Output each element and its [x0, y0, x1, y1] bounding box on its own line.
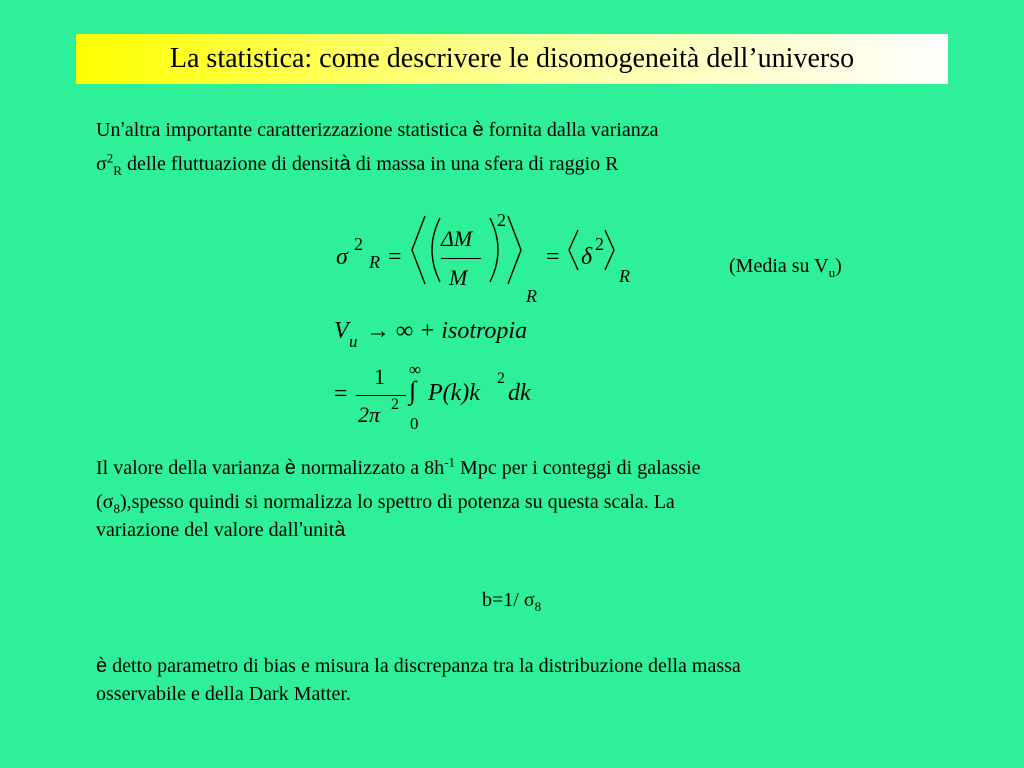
- paragraph2-line-2: [96, 488, 675, 516]
- eq-k-exponent: 2: [497, 370, 505, 387]
- apostrophe: ’: [120, 119, 125, 141]
- paragraph2-text: variazione del valore dall: [96, 519, 299, 541]
- left-angle-bracket: [412, 216, 425, 284]
- bias-formula-text: b=1/ σ: [482, 589, 535, 611]
- media-note-close: ): [835, 255, 842, 277]
- paragraph2-text: ),spesso quindi si normalizza lo spettro di potenza su questa scala. La: [119, 491, 675, 513]
- eq-equals-3: =: [334, 381, 348, 407]
- paragraph2-text: unit: [303, 519, 335, 541]
- subscript: 8: [534, 599, 542, 614]
- delta-M-text: ΔM: [441, 226, 473, 251]
- eq-one: 1: [374, 364, 385, 389]
- eq-sigma-subscript: R: [369, 252, 380, 272]
- eq-delta-subscript: R: [619, 266, 630, 286]
- eq-delta-M: [441, 226, 472, 252]
- eq-dk: dk: [508, 380, 531, 406]
- intro-text: delle fluttuazione di densit: [121, 153, 340, 175]
- eq-delta: δ: [581, 244, 593, 270]
- right-angle-bracket-2: [605, 230, 614, 270]
- paragraph3-line-2: [96, 680, 351, 708]
- accented-e: è: [96, 655, 108, 677]
- intro-text: di massa in una sfera di raggio R: [350, 153, 619, 175]
- eq-sigma-exponent: 2: [354, 234, 363, 254]
- paragraph2-text: (σ: [96, 491, 114, 513]
- intro-text: altra importante caratterizzazione statistica: [124, 119, 473, 141]
- slide-title-banner: [76, 34, 948, 84]
- eq-M-denominator: M: [449, 265, 468, 290]
- eq-delta-exponent: 2: [595, 234, 604, 254]
- media-note-text: (Media su V: [729, 255, 829, 277]
- eq-integral-lower: 0: [410, 414, 419, 433]
- intro-line-1: [96, 116, 659, 144]
- paragraph2-text: Mpc per i conteggi di galassie: [455, 457, 701, 479]
- accented-e: è: [472, 119, 484, 141]
- superscript: -1: [444, 454, 456, 470]
- eq-integral-upper: ∞: [409, 360, 422, 379]
- superscript: 2: [106, 150, 114, 166]
- eq-integrand: P(k)k: [428, 380, 480, 406]
- slide-title: La statistica: come descrivere le disomogeneità dell’universo: [169, 43, 855, 74]
- eq-sigma: σ: [336, 244, 348, 270]
- accented-e: è: [284, 457, 296, 479]
- eq-V: V: [334, 318, 349, 344]
- paragraph2-text: Il valore della varianza: [96, 457, 285, 479]
- paragraph2-line-1: [96, 454, 701, 482]
- media-note-subscript: u: [828, 265, 836, 280]
- eq-equals-1: =: [388, 244, 402, 270]
- eq-V-subscript: u: [349, 332, 358, 351]
- left-angle-bracket-2: [569, 230, 578, 270]
- intro-line-2: [96, 150, 619, 178]
- eq-limit-rest: → ∞ + isotropia: [366, 318, 528, 344]
- eq-equals-2: =: [546, 244, 560, 270]
- eq-outer-subscript: R: [526, 286, 537, 306]
- subscript: 8: [113, 501, 120, 516]
- sigma-symbol: σ: [96, 153, 107, 175]
- media-note: [729, 255, 842, 278]
- bias-formula: [482, 586, 541, 614]
- paragraph3-line-1: [96, 652, 741, 680]
- subscript: R: [113, 163, 122, 178]
- accented-a: à: [334, 519, 346, 541]
- left-paren: [432, 218, 440, 282]
- eq-outer-exponent: 2: [497, 210, 506, 230]
- paragraph3-text: detto parametro di bias e misura la discrepanza tra la distribuzione della massa: [107, 655, 741, 677]
- accented-a: à: [339, 153, 351, 175]
- eq-two-pi: 2π: [358, 402, 381, 427]
- paragraph2-line-3: [96, 516, 345, 544]
- eq-brackets: [408, 212, 648, 292]
- paragraph3-text: osservabile e della Dark Matter.: [96, 683, 351, 705]
- intro-text: fornita dalla varianza: [483, 119, 659, 141]
- intro-text: Un: [96, 119, 121, 141]
- right-angle-bracket: [508, 216, 521, 284]
- eq-integral-sign: ∫: [409, 376, 417, 405]
- apostrophe: ’: [298, 519, 304, 541]
- eq-pi-exponent: 2: [391, 396, 399, 413]
- eq-fraction-line-1: [441, 258, 481, 259]
- paragraph2-text: normalizzato a 8h: [295, 457, 445, 479]
